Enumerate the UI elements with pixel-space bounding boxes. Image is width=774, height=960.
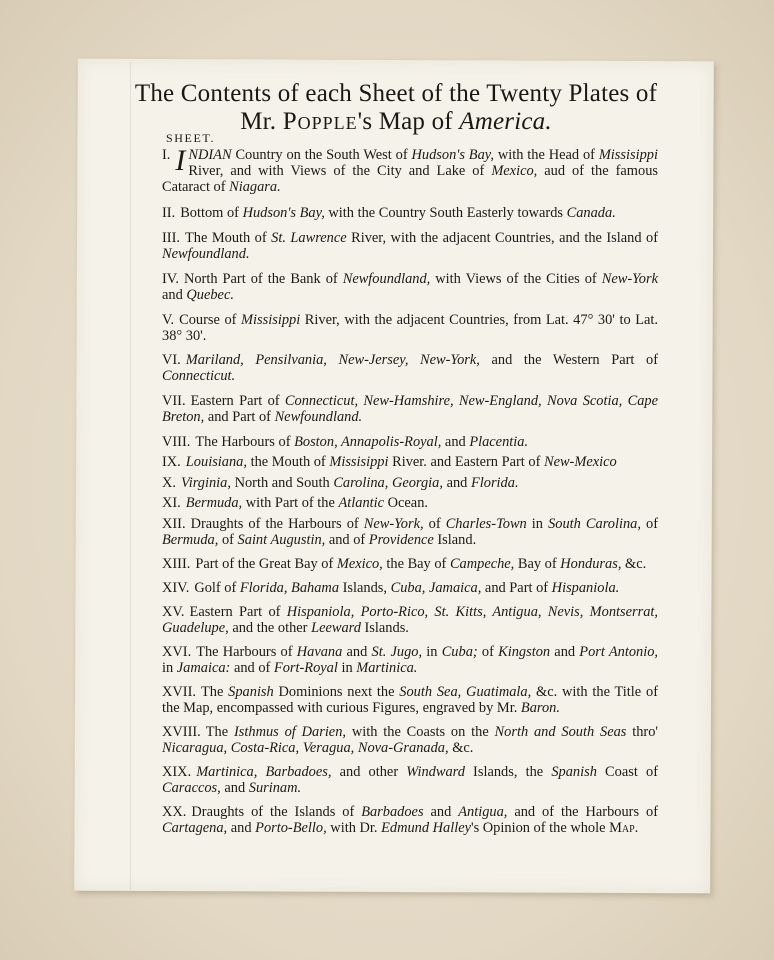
entry-text: Barbadoes	[361, 804, 424, 820]
entry-text: Leeward	[311, 620, 361, 636]
entry-text: River, with the adjacent Countries, from Lat. 47° 30' to Lat. 38° 30'.	[162, 312, 658, 344]
contents-list	[162, 144, 659, 836]
entry-text: and	[423, 804, 459, 820]
entry-text: Islands.	[360, 620, 409, 636]
entry-text: Ocean.	[384, 495, 428, 511]
entry-text: Newfoundland,	[342, 271, 431, 287]
entry-text: Saint Augustin,	[237, 532, 326, 548]
entry-text: &c.	[621, 556, 647, 572]
entry-text: Jamaica:	[176, 660, 231, 676]
entry-text: and	[227, 820, 256, 836]
entry-text: Mexico,	[336, 556, 383, 572]
contents-entry	[162, 393, 658, 425]
sheet-column-label: SHEET.	[166, 131, 216, 145]
entry-text: thro'	[626, 724, 659, 740]
contents-entry	[162, 475, 658, 491]
entry-text: and Part of	[481, 580, 552, 596]
contents-entry	[162, 495, 658, 511]
entry-text: North and South	[230, 475, 334, 491]
entry-text: Eastern Part of	[190, 393, 285, 409]
sheet-number: III.	[162, 230, 180, 246]
entry-text: and other	[331, 764, 407, 780]
contents-entry	[162, 454, 658, 470]
entry-text: Kingston	[498, 644, 551, 660]
entry-text: Windward	[406, 764, 465, 780]
entry-text: in	[162, 660, 177, 676]
entry-text: Part of the Great Bay of	[195, 556, 337, 572]
entry-text: and Part of	[204, 409, 275, 425]
entry-text: and the other	[228, 620, 312, 636]
entry-text: Missisippi	[241, 312, 301, 328]
sheet-number: XX.	[162, 804, 187, 820]
title-america: America.	[459, 108, 552, 135]
entry-text: Missisippi	[598, 147, 658, 163]
entry-text: with Dr.	[326, 820, 382, 836]
sheet-number: II.	[162, 205, 176, 221]
entry-text: NDIAN	[188, 147, 232, 163]
title-author: Popple	[282, 108, 358, 135]
entry-text: Course of	[179, 312, 242, 328]
sheet-number: XVI.	[162, 644, 192, 660]
entry-text: in	[422, 644, 442, 660]
entry-text: Cartagena,	[162, 820, 228, 836]
entry-text: River. and Eastern Part of	[388, 454, 544, 470]
entry-text: Charles-Town	[445, 516, 527, 532]
entry-text: North and South Seas	[494, 724, 627, 740]
entry-text: Mariland, Pensilvania, New-Jersey, New-York,	[185, 352, 480, 368]
entry-text: with the Coasts on the	[346, 724, 495, 740]
entry-text: Bermuda,	[162, 532, 219, 548]
entry-text: Hudson's Bay,	[242, 205, 325, 221]
entry-text: Florida.	[470, 475, 519, 491]
entry-text: Campeche,	[449, 556, 515, 572]
entry-text: with the Head of	[493, 147, 599, 163]
entry-text: and the Western Part of	[479, 352, 659, 368]
entry-text: with Views of the Cities of	[430, 271, 602, 287]
page-title	[86, 80, 706, 136]
entry-text: Florida, Bahama	[239, 580, 340, 596]
sheet-number: XVII.	[162, 684, 196, 700]
entry-text: of	[640, 516, 659, 532]
entry-text: Bay of	[514, 556, 561, 572]
sheet-number: XIV.	[162, 580, 190, 596]
entry-text: Placentia.	[469, 434, 529, 450]
sheet-number: XV.	[162, 604, 185, 620]
entry-text: and	[441, 434, 470, 450]
entry-text: Fort-Royal	[273, 660, 338, 676]
contents-entry	[162, 205, 658, 221]
entry-text: Islands, the	[464, 764, 552, 780]
entry-text: Antigua,	[458, 804, 508, 820]
sheet-number: VI.	[162, 352, 181, 368]
entry-text: New-York,	[363, 516, 424, 532]
entry-text: and	[220, 780, 249, 796]
entry-text: Martinica, Barbadoes,	[196, 764, 332, 780]
entry-text: and	[442, 475, 471, 491]
entry-text: Hispaniola, Porto-Rico, St. Kitts, Antigua, Nevis, Montserrat, Guadelupe,	[162, 604, 658, 636]
contents-entry	[162, 271, 658, 303]
entry-text: the Bay of	[382, 556, 450, 572]
entry-text: Newfoundland.	[162, 246, 250, 262]
contents-entry	[162, 580, 658, 596]
entry-text: Havana	[296, 644, 343, 660]
entry-text: Surinam.	[248, 780, 302, 796]
entry-text: Islands,	[339, 580, 391, 596]
entry-text: Nicaragua, Costa-Rica, Veragua, Nova-Granada,	[162, 740, 449, 756]
entry-text: Canada.	[566, 205, 616, 221]
entry-text: with the Country South Easterly towards	[324, 205, 567, 221]
entry-text: The Mouth of	[184, 230, 272, 246]
entry-text: in	[337, 660, 357, 676]
sheet-number: XI.	[162, 495, 181, 511]
contents-entry	[162, 684, 658, 716]
entry-text: Connecticut, New-Hamshire, New-England, Nova Scotia, Cape Breton,	[162, 393, 658, 425]
entry-text: Island.	[433, 532, 477, 548]
entry-text: Cuba, Jamaica,	[390, 580, 482, 596]
entry-text: Hispaniola.	[551, 580, 620, 596]
entry-text: The	[200, 684, 229, 700]
entry-text: aud of the famous Cataract of	[162, 163, 658, 195]
entry-text: North Part of the Bank of	[183, 271, 343, 287]
entry-text: Isthmus of Darien,	[233, 724, 346, 740]
entry-text: South Sea, Guatimala,	[399, 684, 532, 700]
entry-text: and	[550, 644, 580, 660]
entry-text: Edmund Halley	[381, 820, 471, 836]
contents-entry	[162, 724, 658, 756]
entry-text: Eastern Part of	[189, 604, 287, 620]
contents-entry	[162, 644, 658, 676]
entry-text: Map.	[609, 820, 639, 836]
entry-text: Golf of	[194, 580, 240, 596]
entry-text: Atlantic	[338, 495, 385, 511]
entry-text: Coast of	[596, 764, 658, 780]
entry-text: Country on the South West of	[231, 147, 412, 163]
entry-text: with Part of the	[242, 495, 339, 511]
entry-text: Virginia,	[181, 475, 231, 491]
entry-text: the Mouth of	[246, 454, 330, 470]
entry-text: Missisippi	[329, 454, 389, 470]
sheet-number: IV.	[162, 271, 179, 287]
entry-text: and of	[230, 660, 274, 676]
entry-text: in	[526, 516, 549, 532]
entry-text: and of the Harbours of	[507, 804, 658, 820]
entry-text: St. Lawrence	[271, 230, 347, 246]
entry-text: Draughts of the Islands of	[191, 804, 362, 820]
entry-text: River, with the adjacent Countries, and the Island of	[346, 230, 659, 246]
entry-text: Draughts of the Harbours of	[190, 516, 364, 532]
entry-text: South Carolina,	[548, 516, 641, 532]
entry-text: Bermuda,	[185, 495, 243, 511]
entry-text: of	[477, 644, 499, 660]
sheet-number: XIII.	[162, 556, 191, 572]
entry-text: New-Mexico	[543, 454, 617, 470]
paper-fold-line	[130, 62, 131, 890]
entry-text: Newfoundland.	[274, 409, 363, 425]
entry-text: The Harbours of	[196, 644, 297, 660]
entry-text: of	[218, 532, 238, 548]
sheet-number: IX.	[162, 454, 181, 470]
entry-text: Port Antonio,	[579, 644, 658, 660]
entry-text: Carolina, Georgia,	[333, 475, 443, 491]
sheet-number: XIX.	[162, 764, 192, 780]
entry-text: New-York	[601, 271, 658, 287]
sheet-number: VII.	[162, 393, 186, 409]
contents-entry	[162, 764, 658, 796]
entry-text: &c.	[448, 740, 474, 756]
entry-text: Spanish	[551, 764, 597, 780]
entry-text: Baron.	[520, 700, 560, 716]
entry-text: River, and with Views of the City and Lake of	[188, 163, 492, 179]
drop-cap: I	[175, 144, 186, 177]
contents-entry	[162, 144, 658, 195]
entry-text: St. Jugo,	[371, 644, 423, 660]
entry-text: &c. with the Title of the Map, encompassed with curious Figures, engraved by Mr.	[162, 684, 658, 716]
entry-text: Bottom of	[180, 205, 243, 221]
contents-entry	[162, 230, 658, 262]
entry-text: Hudson's Bay,	[411, 147, 494, 163]
sheet-number: V.	[162, 312, 175, 328]
title-prefix: Mr.	[240, 108, 283, 135]
entry-text: Quebec.	[186, 287, 234, 303]
entry-text: Dominions next the	[273, 684, 400, 700]
contents-entry	[162, 352, 658, 384]
entry-text: Mexico,	[491, 163, 538, 179]
sheet-number: VIII.	[162, 434, 191, 450]
entry-text: Spanish	[228, 684, 274, 700]
entry-text: of	[423, 516, 446, 532]
entry-text: The Harbours of	[195, 434, 295, 450]
entry-text: Caraccos,	[162, 780, 221, 796]
entry-text: and	[162, 287, 187, 303]
sheet-number: I.	[162, 147, 171, 163]
entry-text: Connecticut.	[162, 368, 236, 384]
title-line-1: The Contents of each Sheet of the Twenty Plates of	[134, 80, 658, 107]
entry-text: Providence	[368, 532, 434, 548]
sheet-number: XII.	[162, 516, 186, 532]
contents-entry	[162, 804, 658, 836]
entry-text: and of	[325, 532, 369, 548]
sheet-number: X.	[162, 475, 176, 491]
entry-text: Cuba;	[441, 644, 478, 660]
entry-text: Louisiana,	[185, 454, 247, 470]
entry-text: Martinica.	[356, 660, 418, 676]
entry-text: Boston, Annapolis-Royal,	[294, 434, 442, 450]
entry-text: Niagara.	[229, 179, 281, 195]
entry-text: 's Opinion of the whole	[471, 820, 610, 836]
entry-text: Porto-Bello,	[255, 820, 327, 836]
contents-entry	[162, 516, 658, 548]
title-middle: 's Map of	[357, 108, 460, 135]
sheet-number: XVIII.	[162, 724, 201, 740]
contents-entry	[162, 556, 658, 572]
contents-entry	[162, 312, 658, 344]
contents-entry	[162, 434, 658, 450]
entry-text: Honduras,	[560, 556, 622, 572]
entry-text: and	[342, 644, 372, 660]
contents-entry	[162, 604, 658, 636]
entry-text: The	[205, 724, 234, 740]
